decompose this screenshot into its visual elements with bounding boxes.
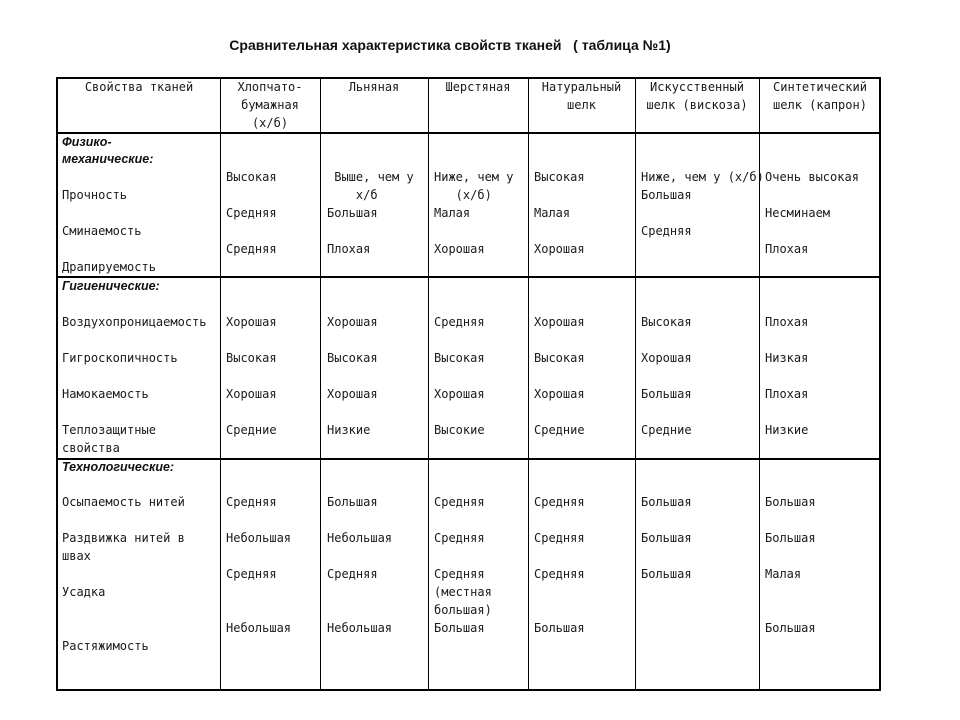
table-cell: Средняя [434,495,485,509]
column-divider [320,79,321,689]
table-cell: Плохая [765,387,809,401]
table-cell: Плохая [765,315,809,329]
table-cell: Небольшая [226,531,292,545]
property-label: Усадка [62,585,106,599]
table-cell: Большая [434,621,485,635]
property-label: Гигроскопичность [62,351,178,365]
column-header: Свойства тканей [84,80,194,94]
table-cell: Хорошая [434,387,485,401]
table-cell: Средняя [534,495,585,509]
column-divider [635,79,636,689]
table-cell: Хорошая [641,351,692,365]
table-cell: Хорошая [534,387,585,401]
property-label: Драпируемость [62,260,156,274]
table-cell: Средние [534,423,585,437]
table-cell: Высокая [226,170,277,184]
table-cell: Небольшая [327,531,393,545]
table-cell: Большая [641,531,692,545]
property-label: Теплозащитные свойства [62,423,156,455]
table-cell: Средняя [226,206,277,220]
table-cell: Небольшая [226,621,292,635]
table-cell: Средняя [534,567,585,581]
column-header: Натуральный шелк [541,80,622,112]
table-cell: Средняя [226,567,277,581]
table-cell: Низкие [765,423,809,437]
table-cell: Плохая [765,242,809,256]
table-cell: Большая [534,621,585,635]
column-header: Синтетический шелк (капрон) [773,80,867,112]
row-divider [58,132,879,134]
group-heading: Гигиенические: [62,279,160,293]
column-divider [528,79,529,689]
table-cell: Плохая [327,242,371,256]
table-cell: Выше, чем у х/б [334,170,414,202]
table-cell: Средняя [434,315,485,329]
page-title: Сравнительная характеристика свойств тканей ( таблица №1) [229,37,671,53]
table-cell: Большая [765,531,816,545]
table-cell: Высокая [534,351,585,365]
group-heading: Физико- механические: [62,135,154,166]
property-label: Раздвижка нитей в швах [62,531,185,563]
column-divider [220,79,221,689]
property-label: Растяжимость [62,639,149,653]
table-cell: Средняя [327,567,378,581]
table-cell: Высокая [434,351,485,365]
table-cell: Большая [327,495,378,509]
table-cell: Большая [765,621,816,635]
table-cell: Большая [327,206,378,220]
table-cell: Хорошая [226,315,277,329]
table-cell: Низкая [765,351,809,365]
table-cell: Хорошая [327,315,378,329]
table-cell: Большая [765,495,816,509]
table-cell: Ниже, чем у (х/б) [434,170,514,202]
table-cell: Малая [534,206,571,220]
column-divider [428,79,429,689]
table-cell: Средняя [434,531,485,545]
row-divider [58,458,879,460]
table-cell: Средняя [641,224,692,238]
table-cell: Высокая [641,315,692,329]
table-cell: Хорошая [534,315,585,329]
table-cell: Низкие [327,423,371,437]
table-cell: Высокая [327,351,378,365]
table-cell: Несминаем [765,206,831,220]
table-cell: Небольшая [327,621,393,635]
table-cell: Высокие [434,423,485,437]
property-label: Сминаемость [62,224,142,238]
table-cell: Средняя [226,242,277,256]
table-cell: Большая [641,387,692,401]
table-cell: Средняя [534,531,585,545]
row-divider [58,276,879,278]
table-cell: Средние [641,423,692,437]
table-cell: Малая [765,567,802,581]
property-label: Осыпаемость нитей [62,495,185,509]
column-header: Искусственный шелк (вискоза) [646,80,748,112]
property-label: Воздухопроницаемость [62,315,207,329]
column-header: Хлопчато- бумажная (х/б) [237,80,303,130]
table-cell: Большая [641,495,692,509]
group-heading: Технологические: [62,460,175,474]
table-cell: Хорошая [226,387,277,401]
table-cell: Средняя [226,495,277,509]
table-cell: Средние [226,423,277,437]
table-cell: Малая [434,206,471,220]
table-cell: Хорошая [534,242,585,256]
table-cell: Большая [641,567,692,581]
table-cell: Высокая [534,170,585,184]
column-header: Льняная [348,80,400,94]
table-cell: Очень высокая [765,170,859,184]
property-label: Намокаемость [62,387,149,401]
table-cell: Средняя (местная большая) [434,567,492,617]
table-cell: Хорошая [434,242,485,256]
table-cell: Высокая [226,351,277,365]
table-cell: Хорошая [327,387,378,401]
property-label: Прочность [62,188,128,202]
table-cell: Ниже, чем у (х/б) Большая [641,170,764,202]
column-header: Шерстяная [445,80,511,94]
